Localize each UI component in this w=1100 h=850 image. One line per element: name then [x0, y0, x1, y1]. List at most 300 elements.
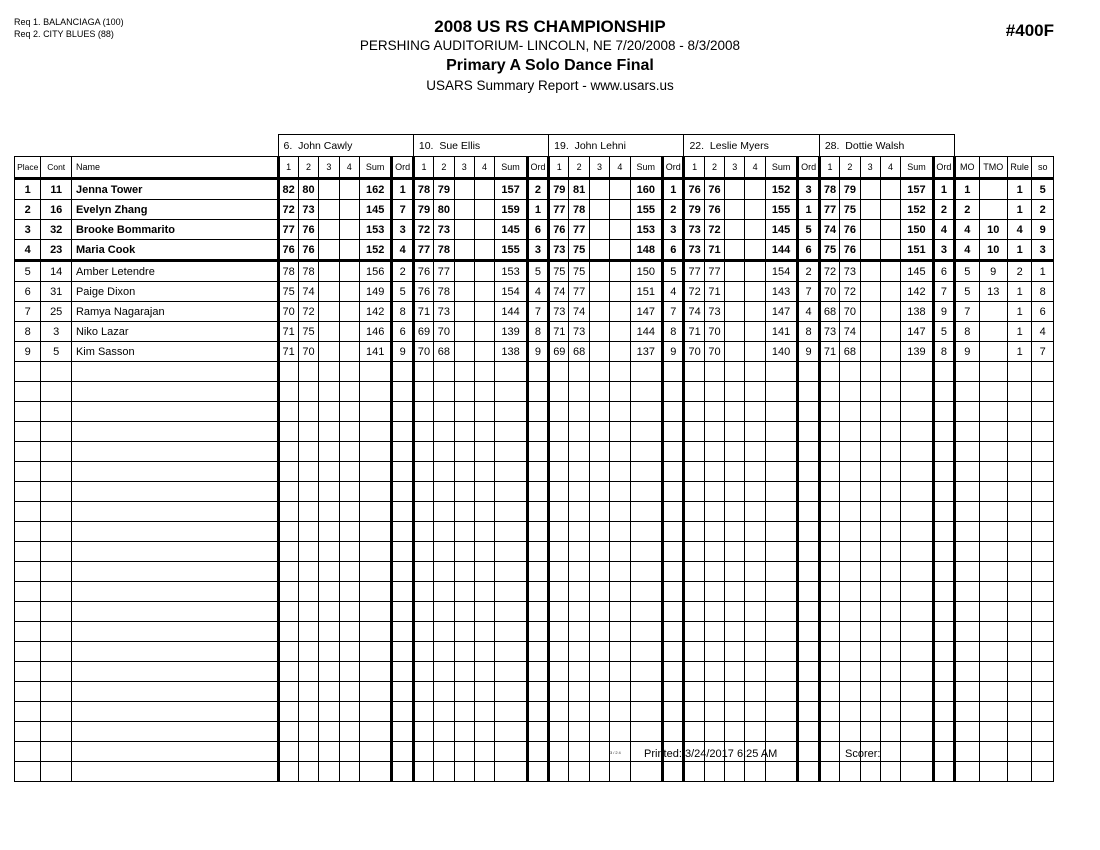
- judge-header-spacer-right: [955, 135, 1054, 157]
- empty-cell: [725, 722, 745, 742]
- empty-cell: [454, 742, 474, 762]
- empty-cell: [933, 682, 954, 702]
- empty-cell: [840, 462, 860, 482]
- empty-cell: [319, 462, 339, 482]
- table-row-empty[interactable]: [15, 742, 1054, 762]
- empty-cell: [589, 442, 609, 462]
- row-judge-5-score-2: 75: [840, 200, 860, 220]
- empty-cell: [901, 482, 934, 502]
- empty-cell: [319, 362, 339, 382]
- empty-cell: [474, 382, 494, 402]
- empty-cell: [1007, 522, 1031, 542]
- row-judge-2-score-1: 70: [413, 342, 433, 362]
- row-judge-3-score-2: 75: [569, 240, 589, 261]
- empty-cell: [1032, 402, 1054, 422]
- row-mo: 5: [955, 261, 979, 282]
- empty-cell: [860, 682, 880, 702]
- row-judge-2-score-4: [474, 322, 494, 342]
- row-judge-2-ord: 2: [527, 179, 548, 200]
- empty-cell: [339, 542, 359, 562]
- empty-cell: [765, 562, 798, 582]
- empty-cell: [933, 482, 954, 502]
- row-judge-1-sum: 149: [359, 282, 392, 302]
- row-judge-4-score-2: 71: [704, 282, 724, 302]
- empty-cell: [71, 422, 278, 442]
- empty-cell: [298, 662, 318, 682]
- row-judge-3-score-4: [610, 220, 630, 240]
- event-id-badge: #400F: [1005, 21, 1054, 40]
- table-row[interactable]: [15, 282, 1054, 302]
- empty-cell: [704, 362, 724, 382]
- row-skater-name: Amber Letendre: [71, 261, 278, 282]
- empty-cell: [765, 662, 798, 682]
- empty-cell: [955, 742, 979, 762]
- empty-cell: [71, 462, 278, 482]
- judge-4-subheader-4: 4: [745, 157, 765, 179]
- row-judge-4-score-4: [745, 200, 765, 220]
- empty-cell: [933, 662, 954, 682]
- empty-cell: [339, 622, 359, 642]
- row-judge-4-sum: 140: [765, 342, 798, 362]
- empty-cell: [979, 562, 1007, 582]
- empty-cell: [704, 542, 724, 562]
- row-judge-1-sum: 141: [359, 342, 392, 362]
- empty-cell: [725, 562, 745, 582]
- empty-cell: [798, 742, 819, 762]
- empty-cell: [589, 362, 609, 382]
- empty-cell: [765, 502, 798, 522]
- empty-cell: [278, 482, 298, 502]
- empty-cell: [392, 702, 413, 722]
- empty-cell: [359, 482, 392, 502]
- empty-cell: [955, 502, 979, 522]
- empty-cell: [15, 582, 41, 602]
- empty-cell: [745, 382, 765, 402]
- judge-4-subheader-1: 1: [684, 157, 704, 179]
- table-row-empty[interactable]: [15, 402, 1054, 422]
- empty-cell: [319, 382, 339, 402]
- empty-cell: [298, 682, 318, 702]
- empty-cell: [610, 542, 630, 562]
- table-row-empty[interactable]: [15, 502, 1054, 522]
- judge-5-subheader-4: 4: [880, 157, 900, 179]
- empty-cell: [1007, 602, 1031, 622]
- empty-cell: [495, 522, 528, 542]
- requirement-1-text: BALANCIAGA (100): [43, 17, 124, 27]
- table-row-empty[interactable]: [15, 522, 1054, 542]
- empty-cell: [1007, 462, 1031, 482]
- empty-cell: [610, 442, 630, 462]
- empty-cell: [413, 742, 433, 762]
- row-judge-1-score-1: 82: [278, 179, 298, 200]
- empty-cell: [359, 422, 392, 442]
- row-mo: 9: [955, 342, 979, 362]
- empty-cell: [15, 462, 41, 482]
- table-row-empty[interactable]: [15, 722, 1054, 742]
- empty-cell: [495, 702, 528, 722]
- empty-cell: [979, 622, 1007, 642]
- empty-cell: [684, 502, 704, 522]
- judge-4-subheader-3: 3: [725, 157, 745, 179]
- empty-cell: [454, 662, 474, 682]
- row-judge-4-score-3: [725, 179, 745, 200]
- empty-cell: [434, 642, 454, 662]
- row-judge-3-score-4: [610, 342, 630, 362]
- table-row-empty[interactable]: [15, 622, 1054, 642]
- empty-cell: [663, 562, 684, 582]
- empty-cell: [955, 642, 979, 662]
- empty-cell: [278, 462, 298, 482]
- empty-cell: [880, 702, 900, 722]
- row-judge-2-sum: 155: [495, 240, 528, 261]
- empty-cell: [630, 682, 663, 702]
- empty-cell: [339, 502, 359, 522]
- empty-cell: [474, 742, 494, 762]
- empty-cell: [495, 462, 528, 482]
- empty-cell: [41, 642, 72, 662]
- empty-cell: [339, 662, 359, 682]
- empty-cell: [933, 542, 954, 562]
- row-judge-2-score-1: 71: [413, 302, 433, 322]
- empty-cell: [319, 762, 339, 782]
- empty-cell: [901, 382, 934, 402]
- empty-cell: [880, 482, 900, 502]
- empty-cell: [15, 382, 41, 402]
- empty-cell: [860, 582, 880, 602]
- row-judge-5-score-1: 77: [819, 200, 839, 220]
- empty-cell: [684, 402, 704, 422]
- empty-cell: [15, 702, 41, 722]
- empty-cell: [630, 402, 663, 422]
- row-judge-5-score-3: [860, 261, 880, 282]
- empty-cell: [684, 602, 704, 622]
- empty-cell: [527, 662, 548, 682]
- empty-cell: [933, 462, 954, 482]
- empty-cell: [684, 562, 704, 582]
- empty-cell: [15, 762, 41, 782]
- row-judge-5-score-2: 72: [840, 282, 860, 302]
- empty-cell: [979, 462, 1007, 482]
- row-tmo: [979, 179, 1007, 200]
- empty-cell: [392, 362, 413, 382]
- empty-cell: [569, 382, 589, 402]
- empty-cell: [41, 362, 72, 382]
- empty-cell: [765, 362, 798, 382]
- row-judge-4-score-3: [725, 220, 745, 240]
- row-judge-2-score-3: [454, 240, 474, 261]
- row-judge-1-sum: 142: [359, 302, 392, 322]
- empty-cell: [71, 602, 278, 622]
- empty-cell: [798, 722, 819, 742]
- table-row-empty[interactable]: [15, 442, 1054, 462]
- table-row-empty[interactable]: [15, 582, 1054, 602]
- row-judge-5-score-3: [860, 322, 880, 342]
- empty-cell: [527, 382, 548, 402]
- empty-cell: [901, 582, 934, 602]
- row-mo: 2: [955, 200, 979, 220]
- row-tmo: 13: [979, 282, 1007, 302]
- table-row-empty[interactable]: [15, 642, 1054, 662]
- row-judge-5-score-1: 71: [819, 342, 839, 362]
- empty-cell: [278, 522, 298, 542]
- row-judge-4-score-1: 79: [684, 200, 704, 220]
- row-judge-3-ord: 6: [663, 240, 684, 261]
- empty-cell: [901, 402, 934, 422]
- empty-cell: [610, 422, 630, 442]
- judge-2-subheader-2: 2: [434, 157, 454, 179]
- empty-cell: [434, 562, 454, 582]
- empty-cell: [589, 662, 609, 682]
- empty-cell: [454, 642, 474, 662]
- empty-cell: [1032, 762, 1054, 782]
- empty-cell: [630, 662, 663, 682]
- table-row-empty[interactable]: [15, 662, 1054, 682]
- empty-cell: [819, 642, 839, 662]
- empty-cell: [1007, 442, 1031, 462]
- empty-cell: [474, 482, 494, 502]
- table-row[interactable]: [15, 261, 1054, 282]
- empty-cell: [413, 702, 433, 722]
- printed-timestamp: Printed: 3/24/2017 6:25 AM: [644, 748, 778, 760]
- empty-cell: [15, 662, 41, 682]
- empty-cell: [527, 422, 548, 442]
- row-judge-5-score-4: [880, 261, 900, 282]
- row-judge-2-ord: 6: [527, 220, 548, 240]
- empty-cell: [71, 442, 278, 462]
- table-row-empty[interactable]: [15, 482, 1054, 502]
- row-judge-4-score-1: 76: [684, 179, 704, 200]
- empty-cell: [630, 622, 663, 642]
- row-judge-4-ord: 1: [798, 200, 819, 220]
- table-row[interactable]: [15, 322, 1054, 342]
- table-row-empty[interactable]: [15, 382, 1054, 402]
- empty-cell: [15, 442, 41, 462]
- empty-cell: [569, 462, 589, 482]
- empty-cell: [392, 402, 413, 422]
- empty-cell: [880, 602, 900, 622]
- table-row-empty[interactable]: [15, 422, 1054, 442]
- empty-cell: [610, 362, 630, 382]
- row-judge-2-score-1: 77: [413, 240, 433, 261]
- row-judge-4-score-4: [745, 322, 765, 342]
- empty-cell: [589, 482, 609, 502]
- row-contestant-number: 5: [41, 342, 72, 362]
- empty-cell: [434, 442, 454, 462]
- table-row-empty[interactable]: [15, 602, 1054, 622]
- empty-cell: [71, 742, 278, 762]
- empty-cell: [819, 702, 839, 722]
- row-judge-3-score-1: 71: [549, 322, 569, 342]
- empty-cell: [663, 382, 684, 402]
- empty-cell: [278, 422, 298, 442]
- empty-cell: [765, 522, 798, 542]
- table-row-empty[interactable]: [15, 682, 1054, 702]
- empty-cell: [798, 682, 819, 702]
- empty-cell: [1007, 542, 1031, 562]
- empty-cell: [549, 522, 569, 542]
- row-judge-4-score-2: 71: [704, 240, 724, 261]
- empty-cell: [1007, 682, 1031, 702]
- row-judge-4-score-4: [745, 220, 765, 240]
- empty-cell: [933, 722, 954, 742]
- empty-cell: [860, 602, 880, 622]
- empty-cell: [798, 362, 819, 382]
- empty-cell: [798, 402, 819, 422]
- row-place: 2: [15, 200, 41, 220]
- empty-cell: [955, 562, 979, 582]
- row-tmo: [979, 322, 1007, 342]
- empty-cell: [704, 402, 724, 422]
- row-judge-2-score-4: [474, 261, 494, 282]
- empty-cell: [474, 522, 494, 542]
- table-row[interactable]: [15, 240, 1054, 261]
- empty-cell: [15, 402, 41, 422]
- table-row-empty[interactable]: [15, 362, 1054, 382]
- row-judge-3-score-3: [589, 200, 609, 220]
- empty-cell: [840, 502, 860, 522]
- judge-1-subheader-ord: Ord: [392, 157, 413, 179]
- empty-cell: [955, 482, 979, 502]
- row-judge-5-sum: 152: [901, 200, 934, 220]
- empty-cell: [819, 422, 839, 442]
- empty-cell: [663, 482, 684, 502]
- table-row[interactable]: [15, 179, 1054, 200]
- empty-cell: [1032, 542, 1054, 562]
- table-row-empty[interactable]: [15, 542, 1054, 562]
- empty-cell: [474, 562, 494, 582]
- empty-cell: [933, 402, 954, 422]
- empty-cell: [819, 622, 839, 642]
- table-row[interactable]: [15, 302, 1054, 322]
- row-judge-5-score-1: 74: [819, 220, 839, 240]
- empty-cell: [663, 622, 684, 642]
- empty-cell: [610, 402, 630, 422]
- row-judge-3-score-2: 74: [569, 302, 589, 322]
- column-header-rule: Rule: [1007, 157, 1031, 179]
- empty-cell: [840, 442, 860, 462]
- empty-cell: [933, 702, 954, 722]
- column-header-mo: MO: [955, 157, 979, 179]
- empty-cell: [819, 442, 839, 462]
- table-row[interactable]: [15, 220, 1054, 240]
- empty-cell: [1032, 662, 1054, 682]
- empty-cell: [704, 702, 724, 722]
- empty-cell: [359, 442, 392, 462]
- empty-cell: [819, 482, 839, 502]
- empty-cell: [339, 762, 359, 782]
- empty-cell: [434, 402, 454, 422]
- empty-cell: [71, 642, 278, 662]
- empty-cell: [495, 502, 528, 522]
- empty-cell: [663, 682, 684, 702]
- row-skater-name: Paige Dixon: [71, 282, 278, 302]
- row-judge-3-score-4: [610, 200, 630, 220]
- empty-cell: [359, 762, 392, 782]
- row-rule: 1: [1007, 342, 1031, 362]
- empty-cell: [392, 522, 413, 542]
- judge-header-spacer-left: [15, 135, 279, 157]
- row-tmo: [979, 302, 1007, 322]
- empty-cell: [1032, 362, 1054, 382]
- table-row-empty[interactable]: [15, 462, 1054, 482]
- empty-cell: [745, 422, 765, 442]
- table-row-empty[interactable]: [15, 562, 1054, 582]
- row-skater-name: Maria Cook: [71, 240, 278, 261]
- empty-cell: [630, 762, 663, 782]
- judge-3-subheader-sum: Sum: [630, 157, 663, 179]
- row-judge-3-ord: 8: [663, 322, 684, 342]
- row-judge-3-ord: 2: [663, 200, 684, 220]
- row-rule: 1: [1007, 200, 1031, 220]
- empty-cell: [880, 522, 900, 542]
- empty-cell: [15, 362, 41, 382]
- empty-cell: [880, 762, 900, 782]
- row-judge-5-ord: 3: [933, 240, 954, 261]
- empty-cell: [860, 382, 880, 402]
- row-judge-5-ord: 5: [933, 322, 954, 342]
- empty-cell: [434, 682, 454, 702]
- empty-cell: [474, 622, 494, 642]
- table-row[interactable]: [15, 200, 1054, 220]
- empty-cell: [41, 442, 72, 462]
- empty-cell: [527, 742, 548, 762]
- empty-cell: [765, 622, 798, 642]
- row-judge-5-ord: 6: [933, 261, 954, 282]
- table-row[interactable]: [15, 342, 1054, 362]
- empty-cell: [392, 642, 413, 662]
- empty-cell: [549, 622, 569, 642]
- empty-cell: [298, 482, 318, 502]
- row-judge-4-score-1: 73: [684, 220, 704, 240]
- row-place: 9: [15, 342, 41, 362]
- table-row-empty[interactable]: [15, 702, 1054, 722]
- row-judge-2-score-2: 79: [434, 179, 454, 200]
- empty-cell: [933, 762, 954, 782]
- empty-cell: [901, 682, 934, 702]
- empty-cell: [684, 642, 704, 662]
- empty-cell: [527, 682, 548, 702]
- row-contestant-number: 14: [41, 261, 72, 282]
- empty-cell: [474, 442, 494, 462]
- empty-cell: [880, 502, 900, 522]
- requirement-2-prefix: Req: [14, 29, 31, 39]
- empty-cell: [725, 462, 745, 482]
- empty-cell: [979, 422, 1007, 442]
- row-rule: 2: [1007, 261, 1031, 282]
- empty-cell: [392, 662, 413, 682]
- empty-cell: [798, 562, 819, 582]
- empty-cell: [840, 682, 860, 702]
- row-judge-2-score-1: 76: [413, 282, 433, 302]
- empty-cell: [569, 722, 589, 742]
- empty-cell: [901, 662, 934, 682]
- empty-cell: [278, 622, 298, 642]
- empty-cell: [454, 562, 474, 582]
- empty-cell: [278, 642, 298, 662]
- row-judge-5-score-2: 68: [840, 342, 860, 362]
- empty-cell: [880, 622, 900, 642]
- empty-cell: [298, 762, 318, 782]
- row-judge-2-ord: 7: [527, 302, 548, 322]
- row-so: 4: [1032, 322, 1054, 342]
- row-judge-4-sum: 141: [765, 322, 798, 342]
- empty-cell: [359, 522, 392, 542]
- table-row-empty[interactable]: [15, 762, 1054, 782]
- judge-1-subheader-1: 1: [278, 157, 298, 179]
- empty-cell: [1032, 622, 1054, 642]
- empty-cell: [901, 522, 934, 542]
- row-judge-2-score-4: [474, 342, 494, 362]
